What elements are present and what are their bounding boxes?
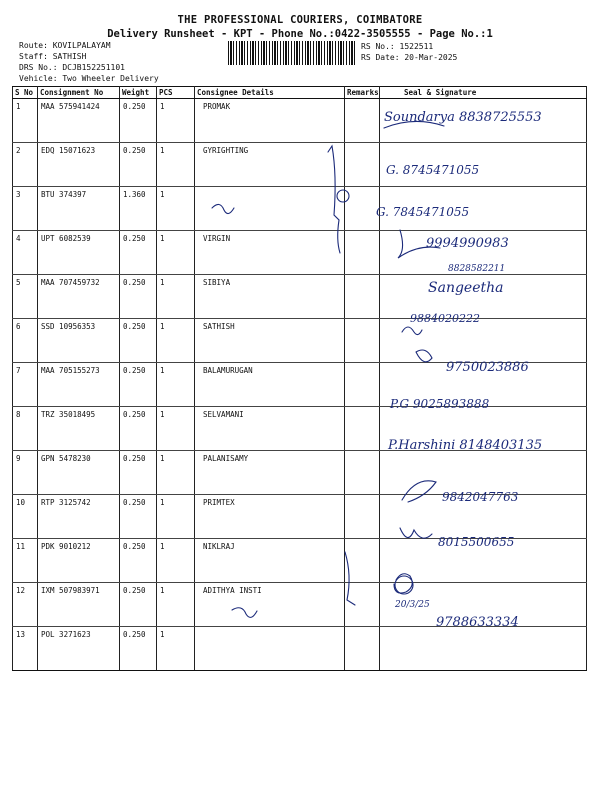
weight-cell: 0.250 xyxy=(120,627,157,671)
signature-cell xyxy=(380,627,587,671)
rs-date: RS Date: 20-Mar-2025 xyxy=(361,53,458,62)
consignee-cell: ADITHYA INSTI xyxy=(195,583,345,627)
pcs-cell: 1 xyxy=(157,275,195,319)
weight-cell: 0.250 xyxy=(120,451,157,495)
pcs-cell: 1 xyxy=(157,187,195,231)
signature-row-8: P.G 9025893888 xyxy=(390,397,490,411)
signature-row-9: P.Harshini 8148403135 xyxy=(388,438,543,453)
route-label: Route: KOVILPALAYAM xyxy=(19,41,111,50)
remarks-cell xyxy=(345,143,380,187)
table-header xyxy=(13,87,587,99)
consignment-cell: GPN 5478230 xyxy=(38,451,120,495)
pcs-cell: 1 xyxy=(157,495,195,539)
signature-row-7: 9750023886 xyxy=(446,360,529,375)
signature-cell xyxy=(380,319,587,363)
consignee-cell: PALANISAMY xyxy=(195,451,345,495)
consignment-cell: MAA 707459732 xyxy=(38,275,120,319)
col-weight: Weight xyxy=(120,87,157,99)
remarks-cell xyxy=(345,539,380,583)
sno-cell: 10 xyxy=(13,495,38,539)
sno-cell: 3 xyxy=(13,187,38,231)
company-title: THE PROFESSIONAL COURIERS, COIMBATORE xyxy=(177,14,423,26)
table-row xyxy=(13,187,587,231)
consignment-cell: PDK 9010212 xyxy=(38,539,120,583)
pcs-cell: 1 xyxy=(157,539,195,583)
weight-cell: 0.250 xyxy=(120,583,157,627)
signature-row-5-name: Sangeetha xyxy=(428,280,504,296)
pcs-cell: 1 xyxy=(157,363,195,407)
consignment-cell: EDQ 15071623 xyxy=(38,143,120,187)
signature-row-6: 9884020222 xyxy=(410,312,480,325)
pcs-cell: 1 xyxy=(157,451,195,495)
remarks-cell xyxy=(345,407,380,451)
weight-cell: 0.250 xyxy=(120,231,157,275)
signature-row-3: G. 7845471055 xyxy=(376,205,470,219)
runsheet-subtitle: Delivery Runsheet - KPT - Phone No.:0422-3505555 - Page No.:1 xyxy=(107,28,493,40)
pcs-cell: 1 xyxy=(157,143,195,187)
consignment-cell: TRZ 35018495 xyxy=(38,407,120,451)
consignee-cell: NIKLRAJ xyxy=(195,539,345,583)
consignee-cell xyxy=(195,627,345,671)
weight-cell: 0.250 xyxy=(120,143,157,187)
weight-cell: 0.250 xyxy=(120,539,157,583)
sno-cell: 4 xyxy=(13,231,38,275)
sno-cell: 12 xyxy=(13,583,38,627)
table-row xyxy=(13,319,587,363)
consignment-cell: BTU 374397 xyxy=(38,187,120,231)
drs-label: DRS No.: DCJB152251101 xyxy=(19,63,125,72)
col-signature: Seal & Signature xyxy=(380,87,587,99)
consignment-cell: UPT 6082539 xyxy=(38,231,120,275)
consignee-cell: SELVAMANI xyxy=(195,407,345,451)
sno-cell: 9 xyxy=(13,451,38,495)
consignee-cell xyxy=(195,187,345,231)
remarks-cell xyxy=(345,319,380,363)
remarks-cell xyxy=(345,187,380,231)
remarks-cell xyxy=(345,495,380,539)
remarks-cell xyxy=(345,275,380,319)
pcs-cell: 1 xyxy=(157,319,195,363)
sno-cell: 13 xyxy=(13,627,38,671)
remarks-cell xyxy=(345,627,380,671)
signature-row-13-date: 20/3/25 xyxy=(395,600,430,610)
weight-cell: 0.250 xyxy=(120,275,157,319)
signature-row-4: 9994990983 xyxy=(426,236,509,251)
consignee-cell: BALAMURUGAN xyxy=(195,363,345,407)
staff-label: Staff: SATHISH xyxy=(19,52,87,61)
signature-row-11: 8015500655 xyxy=(438,535,515,549)
vehicle-label: Vehicle: Two Wheeler Delivery xyxy=(19,74,159,83)
weight-cell: 0.250 xyxy=(120,495,157,539)
consignee-cell: VIRGIN xyxy=(195,231,345,275)
consignment-cell: RTP 3125742 xyxy=(38,495,120,539)
col-remarks: Remarks xyxy=(345,87,380,99)
consignee-cell: SATHISH xyxy=(195,319,345,363)
pcs-cell: 1 xyxy=(157,627,195,671)
consignee-cell: PRIMTEX xyxy=(195,495,345,539)
remarks-cell xyxy=(345,583,380,627)
consignment-cell: POL 3271623 xyxy=(38,627,120,671)
remarks-cell xyxy=(345,231,380,275)
consignment-cell: IXM 507983971 xyxy=(38,583,120,627)
consignee-cell: PROMAK xyxy=(195,99,345,143)
sno-cell: 8 xyxy=(13,407,38,451)
sno-cell: 2 xyxy=(13,143,38,187)
pcs-cell: 1 xyxy=(157,231,195,275)
weight-cell: 0.250 xyxy=(120,319,157,363)
sno-cell: 5 xyxy=(13,275,38,319)
sno-cell: 7 xyxy=(13,363,38,407)
consignee-cell: GYRIGHTING xyxy=(195,143,345,187)
rs-number: RS No.: 1522511 xyxy=(361,42,434,51)
col-consignment: Consignment No xyxy=(38,87,120,99)
col-pcs: PCS xyxy=(157,87,195,99)
signature-row-13-phone: 9788633334 xyxy=(436,615,519,630)
pcs-cell: 1 xyxy=(157,583,195,627)
remarks-cell xyxy=(345,99,380,143)
remarks-cell xyxy=(345,363,380,407)
pcs-cell: 1 xyxy=(157,99,195,143)
signature-row-1: Soundarya 8838725553 xyxy=(384,110,542,125)
sno-cell: 6 xyxy=(13,319,38,363)
runsheet-table xyxy=(12,86,587,671)
weight-cell: 0.250 xyxy=(120,99,157,143)
weight-cell: 1.360 xyxy=(120,187,157,231)
table-row xyxy=(13,627,587,671)
signature-cell xyxy=(380,451,587,495)
sno-cell: 1 xyxy=(13,99,38,143)
sno-cell: 11 xyxy=(13,539,38,583)
signature-row-2: G. 8745471055 xyxy=(386,163,480,177)
remarks-cell xyxy=(345,451,380,495)
consignment-cell: MAA 705155273 xyxy=(38,363,120,407)
consignee-cell: SIBIYA xyxy=(195,275,345,319)
weight-cell: 0.250 xyxy=(120,407,157,451)
signature-row-5-phone: 8828582211 xyxy=(448,264,506,274)
consignment-cell: SSD 10956353 xyxy=(38,319,120,363)
barcode xyxy=(228,41,355,65)
consignment-cell: MAA 575941424 xyxy=(38,99,120,143)
table-row xyxy=(13,451,587,495)
col-consignee: Consignee Details xyxy=(195,87,345,99)
weight-cell: 0.250 xyxy=(120,363,157,407)
col-sno: S No xyxy=(13,87,38,99)
signature-row-10: 9842047763 xyxy=(442,490,519,504)
pcs-cell: 1 xyxy=(157,407,195,451)
table-row xyxy=(13,143,587,187)
